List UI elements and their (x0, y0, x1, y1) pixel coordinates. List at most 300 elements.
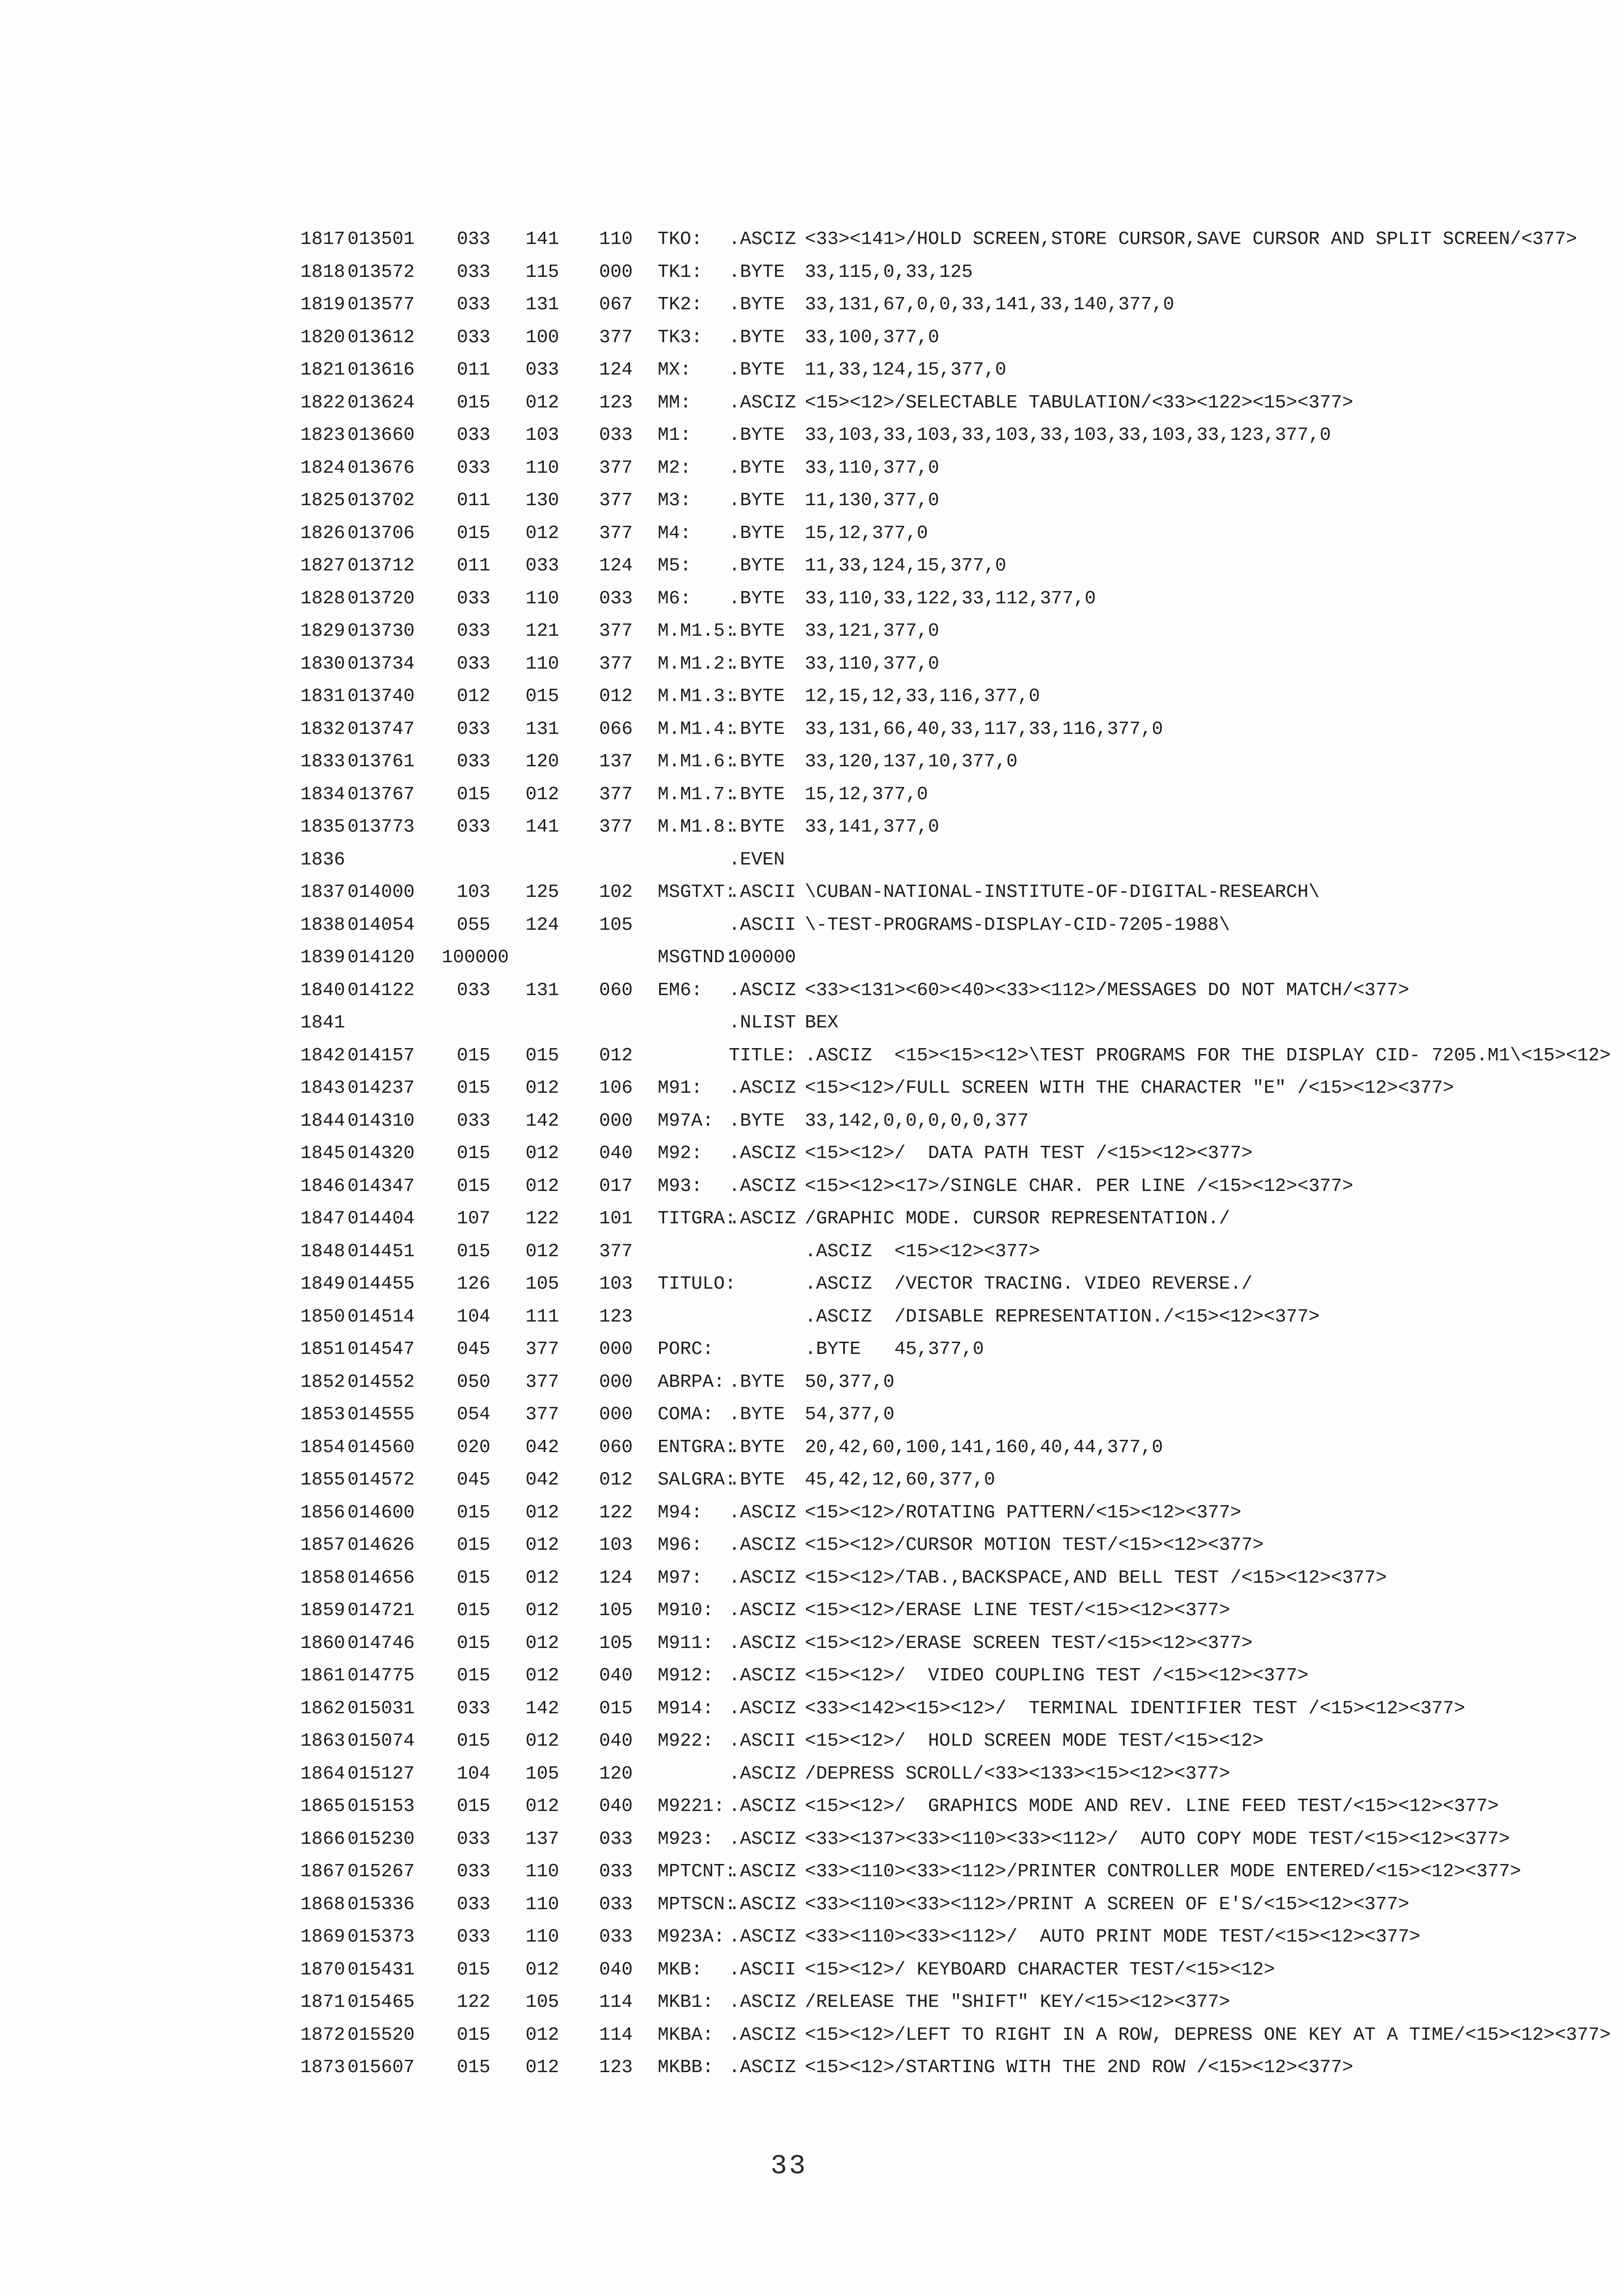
octal-word-1: 033 (456, 816, 491, 837)
address: 014572 (347, 1469, 415, 1490)
directive: .ASCII (729, 882, 796, 903)
listing-row (0, 1529, 1623, 1562)
operand: <33><110><33><112>/PRINTER CONTROLLER MODE ENTERED/<15><12><377> (805, 1861, 1521, 1882)
symbol-label: MKBB: (658, 2057, 714, 2078)
address: 013702 (347, 490, 415, 511)
operand: <15><12>/ERASE LINE TEST/<15><12><377> (805, 1600, 1230, 1621)
octal-word-3: 105 (599, 914, 633, 936)
octal-word-1: 015 (456, 2057, 491, 2078)
directive: .ASCIZ (729, 1698, 796, 1719)
operand: 20,42,60,100,141,160,40,44,377,0 (805, 1436, 1163, 1458)
symbol-label: MKB: (658, 1959, 703, 1980)
address: 013767 (347, 783, 415, 805)
address: 015607 (347, 2057, 415, 2078)
symbol-label: M96: (658, 1535, 703, 1556)
operand: <33><131><60><40><33><112>/MESSAGES DO NOT MATCH/<377> (805, 979, 1410, 1001)
octal-word-3: 033 (599, 1893, 633, 1915)
octal-word-2: 110 (525, 457, 559, 479)
directive: .ASCII (729, 914, 796, 936)
octal-word-2: 012 (525, 1796, 559, 1817)
symbol-label: M97: (658, 1567, 703, 1589)
listing-row (0, 2052, 1623, 2084)
listing-row (0, 1137, 1623, 1170)
octal-word-1: 015 (456, 1632, 491, 1654)
symbol-label: M.M1.8: (658, 816, 736, 837)
symbol-label: ABRPA: (658, 1371, 725, 1393)
octal-word-1: 015 (456, 1730, 491, 1752)
line-number: 1856 (300, 1502, 346, 1523)
line-number: 1865 (300, 1796, 346, 1817)
octal-word-2: 012 (525, 1241, 559, 1262)
octal-word-1: 015 (456, 1665, 491, 1686)
listing-row (0, 1823, 1623, 1856)
line-number: 1838 (300, 914, 346, 936)
operand: <15><12>/ERASE SCREEN TEST/<15><12><377> (805, 1632, 1253, 1654)
symbol-label: MKBA: (658, 2024, 714, 2046)
symbol-label: MPTCNT: (658, 1861, 736, 1882)
directive: .ASCIZ (729, 1502, 796, 1523)
line-number: 1842 (300, 1045, 346, 1066)
line-number: 1859 (300, 1600, 346, 1621)
listing-row (0, 1170, 1623, 1203)
line-number: 1853 (300, 1404, 346, 1425)
octal-word-2: 377 (525, 1404, 559, 1425)
octal-word-2: 130 (525, 490, 559, 511)
address: 014122 (347, 979, 415, 1001)
octal-word-1: 050 (456, 1371, 491, 1393)
address: 014746 (347, 1632, 415, 1654)
listing-row (0, 452, 1623, 485)
directive: .BYTE (729, 555, 785, 576)
line-number: 1835 (300, 816, 346, 837)
line-number: 1867 (300, 1861, 346, 1882)
listing-row (0, 1627, 1623, 1660)
symbol-label: SALGRA: (658, 1469, 736, 1490)
operand: 45,42,12,60,377,0 (805, 1469, 995, 1490)
operand: <15><12>/SELECTABLE TABULATION/<33><122><15><377> (805, 392, 1354, 413)
symbol-label: M.M1.7: (658, 783, 736, 805)
line-number: 1870 (300, 1959, 346, 1980)
directive: .ASCIZ (729, 229, 796, 250)
octal-word-2: 105 (525, 1273, 559, 1295)
octal-word-1: 033 (456, 588, 491, 609)
line-number: 1846 (300, 1175, 346, 1197)
operand: <33><141>/HOLD SCREEN,STORE CURSOR,SAVE CURSOR AND SPLIT SCREEN/<377> (805, 229, 1577, 250)
line-number: 1871 (300, 1992, 346, 2013)
directive: .BYTE (729, 588, 785, 609)
octal-word-2: 012 (525, 783, 559, 805)
directive: .BYTE (729, 522, 785, 544)
line-number: 1832 (300, 718, 346, 740)
octal-word-1: 015 (456, 392, 491, 413)
line-number: 1873 (300, 2057, 346, 2078)
octal-word-2: 125 (525, 882, 559, 903)
directive: .ASCIZ (729, 1926, 796, 1947)
octal-word-3: 040 (599, 1143, 633, 1164)
line-number: 1836 (300, 849, 346, 870)
octal-word-1: 033 (456, 261, 491, 283)
address: 013712 (347, 555, 415, 576)
line-number: 1849 (300, 1273, 346, 1295)
operand: .ASCIZ /VECTOR TRACING. VIDEO REVERSE./ (805, 1273, 1253, 1295)
octal-word-3: 377 (599, 490, 633, 511)
line-number: 1852 (300, 1371, 346, 1393)
address: 014626 (347, 1535, 415, 1556)
octal-word-1: 015 (456, 1045, 491, 1066)
octal-word-3: 122 (599, 1502, 633, 1523)
listing-row (0, 1725, 1623, 1758)
symbol-label: M2: (658, 457, 692, 479)
symbol-label: M923: (658, 1828, 714, 1850)
directive: .BYTE (729, 686, 785, 707)
directive: .ASCIZ (729, 1665, 796, 1686)
symbol-label: MSGTXT: (658, 882, 736, 903)
octal-word-3: 017 (599, 1175, 633, 1197)
symbol-label: TITGRA: (658, 1208, 736, 1229)
octal-word-3: 123 (599, 2057, 633, 2078)
octal-word-1: 033 (456, 326, 491, 348)
listing-row (0, 1072, 1623, 1105)
octal-word-1: 015 (456, 1567, 491, 1589)
octal-word-1: 033 (456, 621, 491, 642)
address: 015031 (347, 1698, 415, 1719)
listing-row (0, 1758, 1623, 1791)
line-number: 1840 (300, 979, 346, 1001)
address: 014451 (347, 1241, 415, 1262)
listing-row (0, 1007, 1623, 1040)
octal-word-3: 377 (599, 1241, 633, 1262)
line-number: 1847 (300, 1208, 346, 1229)
directive: .ASCIZ (729, 392, 796, 413)
line-number: 1827 (300, 555, 346, 576)
octal-word-1: 033 (456, 718, 491, 740)
listing-row (0, 1105, 1623, 1138)
octal-word-1: 126 (456, 1273, 491, 1295)
directive: .ASCIZ (729, 2024, 796, 2046)
operand: <15><12><17>/SINGLE CHAR. PER LINE /<15><12><377> (805, 1175, 1354, 1197)
listing-row (0, 1856, 1623, 1889)
octal-word-1: 107 (456, 1208, 491, 1229)
directive: .NLIST (729, 1012, 796, 1033)
octal-word-2: 142 (525, 1110, 559, 1132)
octal-word-1: 015 (456, 1600, 491, 1621)
directive: .EVEN (729, 849, 785, 870)
operand: BEX (805, 1012, 839, 1033)
octal-word-3: 124 (599, 555, 633, 576)
directive: .BYTE (729, 1404, 785, 1425)
listing-row (0, 1040, 1623, 1073)
octal-word-2: 012 (525, 1959, 559, 1980)
line-number: 1868 (300, 1893, 346, 1915)
listing-row (0, 1366, 1623, 1399)
operand: 50,377,0 (805, 1371, 895, 1393)
octal-word-1: 033 (456, 1110, 491, 1132)
address: 014600 (347, 1502, 415, 1523)
address: 014775 (347, 1665, 415, 1686)
operand: \-TEST-PROGRAMS-DISPLAY-CID-7205-1988\ (805, 914, 1230, 936)
directive: TITLE: (729, 1045, 796, 1066)
listing-row (0, 615, 1623, 648)
line-number: 1855 (300, 1469, 346, 1490)
octal-word-1: 015 (456, 783, 491, 805)
directive: .ASCIZ (729, 1078, 796, 1099)
operand: <15><12>/ DATA PATH TEST /<15><12><377> (805, 1143, 1253, 1164)
directive: .ASCIZ (729, 979, 796, 1001)
line-number: 1862 (300, 1698, 346, 1719)
octal-word-2: 012 (525, 1600, 559, 1621)
octal-word-3: 040 (599, 1730, 633, 1752)
directive: .ASCIZ (729, 1861, 796, 1882)
symbol-label: MKB1: (658, 1992, 714, 2013)
line-number: 1833 (300, 751, 346, 772)
octal-word-2: 015 (525, 686, 559, 707)
octal-word-1: 055 (456, 914, 491, 936)
operand: 11,33,124,15,377,0 (805, 359, 1007, 380)
operand: 11,33,124,15,377,0 (805, 555, 1007, 576)
listing-row (0, 1432, 1623, 1464)
octal-word-1: 033 (456, 425, 491, 446)
octal-word-2: 377 (525, 1339, 559, 1360)
address: 014120 (347, 947, 415, 968)
directive: .ASCII (729, 1959, 796, 1980)
assembly-listing (0, 223, 1623, 2084)
symbol-label: M910: (658, 1600, 714, 1621)
octal-word-2: 110 (525, 1861, 559, 1882)
octal-word-3: 012 (599, 1045, 633, 1066)
operand: 33,110,377,0 (805, 457, 939, 479)
operand: 11,130,377,0 (805, 490, 939, 511)
address: 013612 (347, 326, 415, 348)
directive: .ASCIZ (729, 1567, 796, 1589)
octal-word-2: 131 (525, 294, 559, 315)
directive: .BYTE (729, 816, 785, 837)
symbol-label: M911: (658, 1632, 714, 1654)
symbol-label: M1: (658, 425, 692, 446)
line-number: 1820 (300, 326, 346, 348)
octal-word-3: 124 (599, 359, 633, 380)
directive: .ASCIZ (729, 2057, 796, 2078)
operand: /DEPRESS SCROLL/<33><133><15><12><377> (805, 1763, 1230, 1784)
address: 013577 (347, 294, 415, 315)
symbol-label: TKO: (658, 229, 703, 250)
line-number: 1829 (300, 621, 346, 642)
symbol-label: M93: (658, 1175, 703, 1197)
listing-row (0, 1268, 1623, 1301)
address: 014656 (347, 1567, 415, 1589)
directive: .BYTE (729, 326, 785, 348)
octal-word-1: 033 (456, 979, 491, 1001)
address: 015267 (347, 1861, 415, 1882)
directive: .ASCIZ (729, 1828, 796, 1850)
octal-word-1: 015 (456, 1535, 491, 1556)
address: 013501 (347, 229, 415, 250)
directive: .ASCIZ (729, 1763, 796, 1784)
address: 014054 (347, 914, 415, 936)
octal-word-2: 012 (525, 1665, 559, 1686)
address: 015431 (347, 1959, 415, 1980)
octal-word-3: 040 (599, 1665, 633, 1686)
line-number: 1839 (300, 947, 346, 968)
octal-word-1: 011 (456, 490, 491, 511)
line-number: 1841 (300, 1012, 346, 1033)
operand: <15><12>/ VIDEO COUPLING TEST /<15><12><377> (805, 1665, 1309, 1686)
octal-word-3: 066 (599, 718, 633, 740)
line-number: 1818 (300, 261, 346, 283)
symbol-label: M.M1.5: (658, 621, 736, 642)
listing-row (0, 550, 1623, 583)
address: 013740 (347, 686, 415, 707)
line-number: 1828 (300, 588, 346, 609)
octal-word-1: 015 (456, 1796, 491, 1817)
line-number: 1826 (300, 522, 346, 544)
symbol-label: EM6: (658, 979, 703, 1001)
listing-row (0, 1497, 1623, 1530)
octal-word-1: 033 (456, 1926, 491, 1947)
octal-word-1: 100000 (442, 947, 509, 968)
listing-row (0, 779, 1623, 811)
address: 015230 (347, 1828, 415, 1850)
octal-word-1: 015 (456, 1502, 491, 1523)
address: 014320 (347, 1143, 415, 1164)
line-number: 1823 (300, 425, 346, 446)
listing-row (0, 1660, 1623, 1693)
operand: \CUBAN-NATIONAL-INSTITUTE-OF-DIGITAL-RESEARCH\ (805, 882, 1320, 903)
listing-row (0, 1921, 1623, 1954)
octal-word-3: 033 (599, 588, 633, 609)
octal-word-2: 142 (525, 1698, 559, 1719)
symbol-label: TK1: (658, 261, 703, 283)
directive: .BYTE (729, 1436, 785, 1458)
operand: 15,12,377,0 (805, 522, 928, 544)
address: 014455 (347, 1273, 415, 1295)
octal-word-3: 000 (599, 261, 633, 283)
operand: <15><12>/ GRAPHICS MODE AND REV. LINE FEED TEST/<15><12><377> (805, 1796, 1499, 1817)
listing-row (0, 876, 1623, 909)
octal-word-3: 377 (599, 816, 633, 837)
octal-word-2: 120 (525, 751, 559, 772)
octal-word-3: 377 (599, 326, 633, 348)
symbol-label: M.M1.6: (658, 751, 736, 772)
directive: .BYTE (729, 718, 785, 740)
operand: 33,131,67,0,0,33,141,33,140,377,0 (805, 294, 1174, 315)
octal-word-3: 377 (599, 653, 633, 675)
directive: .BYTE (729, 1469, 785, 1490)
directive: .BYTE (729, 751, 785, 772)
symbol-label: M912: (658, 1665, 714, 1686)
octal-word-2: 012 (525, 392, 559, 413)
address: 013761 (347, 751, 415, 772)
octal-word-2: 121 (525, 621, 559, 642)
octal-word-2: 100 (525, 326, 559, 348)
address: 013720 (347, 588, 415, 609)
operand: 33,110,33,122,33,112,377,0 (805, 588, 1096, 609)
address: 014552 (347, 1371, 415, 1393)
octal-word-1: 033 (456, 229, 491, 250)
listing-row (0, 419, 1623, 452)
symbol-label: MPTSCN: (658, 1893, 736, 1915)
address: 014555 (347, 1404, 415, 1425)
octal-word-2: 042 (525, 1436, 559, 1458)
symbol-label: COMA: (658, 1404, 714, 1425)
octal-word-3: 033 (599, 1926, 633, 1947)
address: 015465 (347, 1992, 415, 2013)
operand: <15><12>/ROTATING PATTERN/<15><12><377> (805, 1502, 1242, 1523)
symbol-label: M3: (658, 490, 692, 511)
operand: .ASCIZ /DISABLE REPRESENTATION./<15><12><377> (805, 1306, 1320, 1327)
octal-word-3: 105 (599, 1600, 633, 1621)
listing-row (0, 485, 1623, 517)
listing-row (0, 844, 1623, 877)
listing-row (0, 223, 1623, 256)
octal-word-3: 012 (599, 686, 633, 707)
directive: .ASCIZ (729, 1893, 796, 1915)
operand: 33,110,377,0 (805, 653, 939, 675)
octal-word-1: 033 (456, 751, 491, 772)
symbol-label: MSGTND: (658, 947, 736, 968)
symbol-label: M914: (658, 1698, 714, 1719)
listing-row (0, 1693, 1623, 1726)
octal-word-2: 124 (525, 914, 559, 936)
octal-word-3: 000 (599, 1404, 633, 1425)
directive: .ASCIZ (729, 1175, 796, 1197)
listing-row (0, 517, 1623, 550)
line-number: 1825 (300, 490, 346, 511)
octal-word-1: 012 (456, 686, 491, 707)
octal-word-3: 040 (599, 1796, 633, 1817)
operand: 33,141,377,0 (805, 816, 939, 837)
operand: <15><12>/LEFT TO RIGHT IN A ROW, DEPRESS ONE KEY AT A TIME/<15><12><377> (805, 2024, 1611, 2046)
directive: .ASCIZ (729, 1992, 796, 2013)
address: 013572 (347, 261, 415, 283)
octal-word-2: 110 (525, 1926, 559, 1947)
listing-row (0, 583, 1623, 616)
octal-word-2: 012 (525, 1143, 559, 1164)
listing-row (0, 1464, 1623, 1497)
octal-word-3: 033 (599, 1828, 633, 1850)
address: 013730 (347, 621, 415, 642)
address: 013660 (347, 425, 415, 446)
octal-word-2: 111 (525, 1306, 559, 1327)
line-number: 1819 (300, 294, 346, 315)
octal-word-2: 141 (525, 816, 559, 837)
listing-row (0, 1203, 1623, 1236)
line-number: 1851 (300, 1339, 346, 1360)
octal-word-1: 015 (456, 2024, 491, 2046)
octal-word-1: 033 (456, 457, 491, 479)
octal-word-1: 015 (456, 1175, 491, 1197)
operand: <15><12>/FULL SCREEN WITH THE CHARACTER "E" /<15><12><377> (805, 1078, 1454, 1099)
octal-word-2: 105 (525, 1763, 559, 1784)
octal-word-1: 104 (456, 1306, 491, 1327)
listing-row (0, 1986, 1623, 2019)
operand: .ASCIZ <15><12><377> (805, 1241, 1040, 1262)
listing-row (0, 2019, 1623, 2052)
operand: <15><12>/CURSOR MOTION TEST/<15><12><377> (805, 1535, 1264, 1556)
page-number: 33 (771, 2150, 808, 2182)
octal-word-3: 137 (599, 751, 633, 772)
octal-word-3: 106 (599, 1078, 633, 1099)
symbol-label: M.M1.3: (658, 686, 736, 707)
address: 015336 (347, 1893, 415, 1915)
address: 014547 (347, 1339, 415, 1360)
octal-word-1: 122 (456, 1992, 491, 2013)
octal-word-3: 000 (599, 1371, 633, 1393)
octal-word-2: 012 (525, 1175, 559, 1197)
directive: .ASCII (729, 1730, 796, 1752)
octal-word-1: 033 (456, 1828, 491, 1850)
octal-word-1: 015 (456, 1143, 491, 1164)
symbol-label: ENTGRA: (658, 1436, 736, 1458)
